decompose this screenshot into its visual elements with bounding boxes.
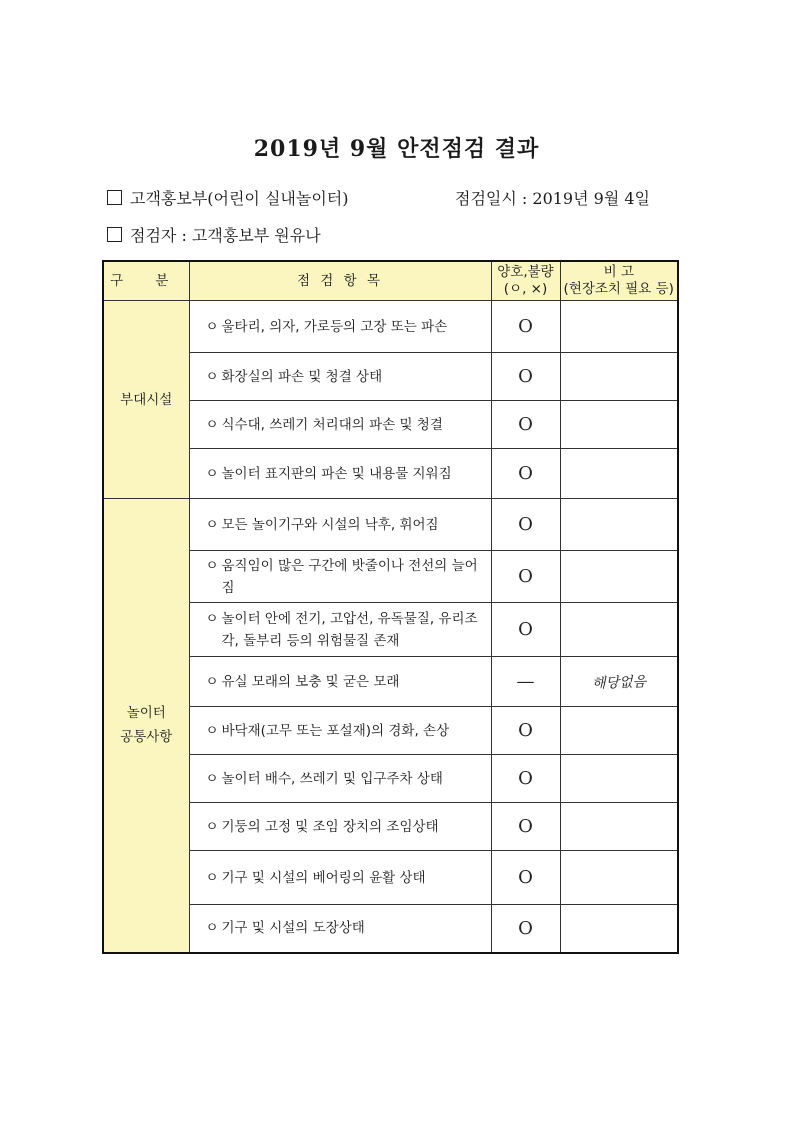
table-row [103, 499, 678, 551]
result-mark: O [518, 816, 533, 837]
header-category: 구 분 [103, 261, 189, 301]
note-cell[interactable] [560, 755, 678, 803]
category-line1: 놀이터 [126, 705, 166, 722]
item-cell [189, 657, 491, 707]
header-note-line2: (현장조치 필요 등) [563, 281, 674, 297]
result-cell[interactable] [491, 803, 560, 851]
result-mark: O [518, 917, 533, 939]
bullet-icon: ㅇ [205, 722, 219, 739]
result-mark: O [518, 566, 533, 587]
item-cell [189, 401, 491, 449]
item-text: 놀이터 표지판의 파손 및 내용물 지워짐 [221, 465, 452, 482]
note-cell[interactable] [560, 851, 678, 905]
category-line2: 공통사항 [120, 729, 173, 746]
note-cell[interactable] [560, 301, 678, 353]
table-header-row [103, 261, 678, 301]
result-mark: O [518, 316, 533, 337]
result-mark: O [518, 720, 533, 741]
inspection-date: 점검일시 : 2019년 9월 4일 [455, 189, 651, 208]
result-mark: — [516, 671, 535, 692]
table-row [103, 603, 678, 657]
item-cell [189, 449, 491, 499]
table-row [103, 905, 678, 953]
bullet-icon: ㅇ [205, 416, 219, 433]
header-result-line1: 양호,불량 [497, 264, 554, 280]
header-item: 점 검 항 목 [189, 261, 491, 301]
result-cell[interactable] [491, 551, 560, 603]
item-text: 기구 및 시설의 도장상태 [221, 920, 365, 937]
item-text: 울타리, 의자, 가로등의 고장 또는 파손 [221, 318, 448, 335]
item-cell [189, 755, 491, 803]
result-mark: O [518, 366, 533, 387]
result-cell[interactable] [491, 401, 560, 449]
note-cell[interactable] [560, 707, 678, 755]
bullet-icon: ㅇ [205, 610, 219, 627]
item-text: 기둥의 고정 및 조임 장치의 조임상태 [221, 818, 439, 835]
item-cell [189, 353, 491, 401]
note-cell[interactable] [560, 603, 678, 657]
item-text: 놀이터 안에 전기, 고압선, 유독물질, 유리조각, 돌부리 등의 위험물질 존재 [221, 610, 478, 649]
result-cell[interactable] [491, 301, 560, 353]
item-text: 놀이터 배수, 쓰레기 및 입구주차 상태 [221, 770, 443, 787]
item-cell [189, 851, 491, 905]
inspection-table [102, 260, 679, 954]
result-mark: O [518, 768, 533, 789]
item-text: 움직임이 많은 구간에 밧줄이나 전선의 늘어짐 [221, 557, 478, 596]
bullet-icon: ㅇ [205, 318, 219, 335]
result-cell[interactable] [491, 851, 560, 905]
bullet-icon: ㅇ [205, 869, 219, 886]
table-row [103, 401, 678, 449]
note-cell[interactable] [560, 551, 678, 603]
table-row [103, 353, 678, 401]
item-cell [189, 499, 491, 551]
bullet-icon: ㅇ [205, 465, 219, 482]
item-cell [189, 803, 491, 851]
item-text: 식수대, 쓰레기 처리대의 파손 및 청결 [221, 416, 443, 433]
table-row [103, 755, 678, 803]
inspector-line [107, 223, 321, 246]
result-cell[interactable] [491, 603, 560, 657]
item-cell [189, 603, 491, 657]
note-cell[interactable] [560, 449, 678, 499]
table-row [103, 657, 678, 707]
note-cell[interactable] [560, 803, 678, 851]
category-cell [103, 499, 189, 953]
result-mark: O [518, 414, 533, 435]
result-cell[interactable] [491, 499, 560, 551]
result-mark: O [518, 463, 533, 484]
result-cell[interactable] [491, 353, 560, 401]
bullet-icon: ㅇ [205, 516, 219, 533]
result-cell[interactable] [491, 905, 560, 953]
item-text: 유실 모래의 보충 및 굳은 모래 [221, 673, 400, 690]
inspector-label: 점검자 : 고객홍보부 원유나 [130, 226, 321, 245]
bullet-icon: ㅇ [205, 770, 219, 787]
item-cell [189, 707, 491, 755]
table-row [103, 449, 678, 499]
table-row [103, 301, 678, 353]
header-note-line1: 비 고 [603, 264, 634, 280]
item-text: 모든 놀이기구와 시설의 낙후, 휘어짐 [221, 516, 439, 533]
item-cell [189, 551, 491, 603]
item-cell [189, 301, 491, 353]
result-mark: O [518, 867, 533, 888]
result-mark: O [518, 514, 533, 535]
result-cell[interactable] [491, 755, 560, 803]
checkbox-inspector[interactable] [107, 227, 122, 242]
note-cell[interactable] [560, 499, 678, 551]
bullet-icon: ㅇ [205, 920, 219, 937]
result-cell[interactable] [491, 657, 560, 707]
bullet-icon: ㅇ [205, 818, 219, 835]
result-cell[interactable] [491, 449, 560, 499]
header-result [491, 261, 560, 301]
item-text: 화장실의 파손 및 청결 상태 [221, 368, 383, 385]
header-result-line2: (ㅇ, ×) [503, 281, 548, 297]
bullet-icon: ㅇ [205, 368, 219, 385]
bullet-icon: ㅇ [205, 673, 219, 690]
item-text: 바닥재(고무 또는 포설재)의 경화, 손상 [221, 722, 450, 739]
handwritten-note: 해당없음 [591, 673, 647, 692]
note-cell[interactable] [560, 657, 678, 707]
checkbox-department[interactable] [107, 190, 122, 205]
bullet-icon: ㅇ [205, 557, 219, 574]
document-title: 2019년 9월 안전점검 결과 [253, 136, 540, 162]
table-row [103, 851, 678, 905]
note-cell[interactable] [560, 353, 678, 401]
note-cell[interactable] [560, 905, 678, 953]
department-label: 고객홍보부(어린이 실내놀이터) [130, 189, 349, 208]
header-note [560, 261, 678, 301]
table-row [103, 551, 678, 603]
item-text: 기구 및 시설의 베어링의 윤활 상태 [221, 869, 426, 886]
item-cell [189, 905, 491, 953]
result-cell[interactable] [491, 707, 560, 755]
table-row [103, 803, 678, 851]
note-cell[interactable] [560, 401, 678, 449]
category-cell: 부대시설 [103, 301, 189, 499]
table-row [103, 707, 678, 755]
department-line [107, 186, 349, 209]
result-mark: O [518, 619, 533, 640]
